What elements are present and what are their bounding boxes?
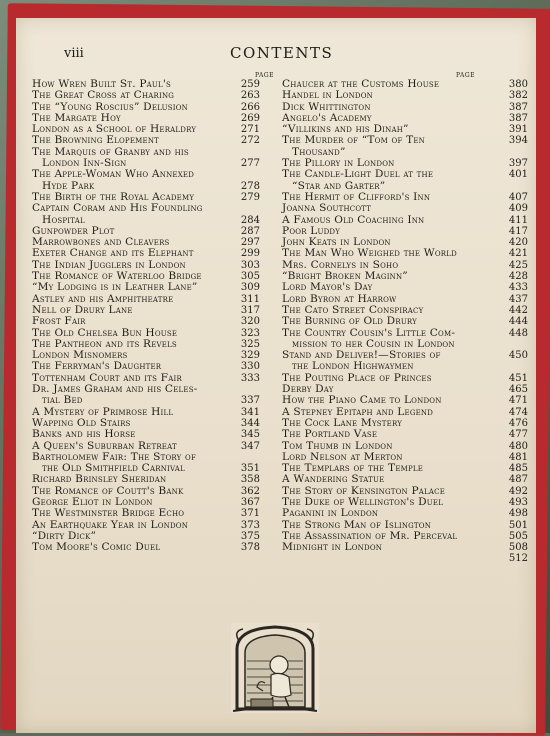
- entry-page-number: 421: [508, 248, 528, 260]
- contents-entry: [282, 315, 528, 328]
- entry-page-number: 269: [240, 112, 260, 124]
- entry-page-number: 284: [240, 214, 260, 226]
- entry-title: mission to her Cousin in London: [292, 337, 455, 350]
- entry-title: Mrs. Cornelys in Soho: [282, 258, 399, 271]
- contents-entry: [282, 168, 528, 181]
- entry-title: Richard Brinsley Sheridan: [32, 473, 167, 486]
- entry-page-number: 425: [508, 259, 528, 271]
- entry-page-number: 437: [508, 293, 528, 305]
- contents-entry: [32, 474, 260, 485]
- entry-title: The Hermit of Clifford's Inn: [282, 190, 431, 203]
- entry-page-number: 485: [508, 463, 528, 475]
- entry-page-number: 337: [240, 395, 260, 407]
- entry-page-number: 451: [508, 372, 528, 384]
- entry-title: Derby Day: [282, 383, 334, 396]
- entry-title: The Story of Kensington Palace: [282, 484, 445, 497]
- entry-title: London as a School of Heraldry: [32, 123, 197, 136]
- entry-page-number: 407: [508, 191, 528, 203]
- entry-page-number: 448: [508, 327, 528, 339]
- entry-page-number: 329: [240, 350, 260, 362]
- entry-page-number: 474: [508, 406, 528, 418]
- entry-title: Thousand”: [292, 145, 346, 158]
- contents-entry: [282, 507, 528, 520]
- entry-page-number: 371: [240, 508, 260, 520]
- entry-page-number: 287: [240, 225, 260, 237]
- entry-title: tial Bed: [42, 394, 83, 407]
- contents-entry: [32, 169, 260, 180]
- entry-page-number: 277: [240, 158, 260, 170]
- entry-title: The Birth of the Royal Academy: [32, 190, 195, 203]
- entry-page-number: 317: [240, 304, 260, 316]
- entry-title: Lord Byron at Harrow: [282, 292, 397, 305]
- entry-title: Exeter Change and its Elephant: [32, 247, 194, 260]
- entry-page-number: 382: [508, 90, 528, 102]
- entry-title: The Burning of Old Drury: [282, 315, 417, 328]
- entry-title: Hospital: [42, 213, 85, 226]
- entry-title: The Great Cross at Charing: [32, 89, 175, 102]
- entry-page-number: 493: [508, 496, 528, 508]
- entry-title: The Apple-Woman Who Annexed: [32, 168, 195, 181]
- contents-entry: [282, 428, 528, 441]
- entry-title: How Wren Built St. Paul's: [32, 78, 171, 90]
- entry-title: “Villikins and his Dinah”: [282, 123, 409, 136]
- entry-page-number: 508: [508, 542, 528, 554]
- entry-page-number: 345: [240, 429, 260, 441]
- entry-page-number: 471: [508, 395, 528, 407]
- entry-title: Lord Mayor's Day: [282, 281, 373, 294]
- contents-entry: [282, 541, 528, 554]
- entry-title: Tom Moore's Comic Duel: [32, 541, 161, 554]
- entry-page-number: 303: [240, 259, 260, 271]
- entry-page-number: 278: [240, 180, 260, 192]
- entry-title: The Pouting Place of Princes: [282, 371, 432, 384]
- entry-page-number: 465: [508, 384, 528, 396]
- entry-title: Banks and his Horse: [32, 428, 136, 441]
- contents-entry: [32, 542, 260, 553]
- entry-page-number: 272: [240, 135, 260, 147]
- entry-title: Captain Coram and His Foundling: [32, 202, 203, 215]
- entry-title: The Cato Street Conspiracy: [282, 303, 424, 316]
- entry-page-number: 378: [240, 542, 260, 554]
- entry-title: Midnight in London: [282, 541, 383, 554]
- entry-page-number: 512: [508, 553, 528, 565]
- entry-title: Marrowbones and Cleavers: [32, 236, 170, 249]
- entry-title: The Indian Jugglers in London: [32, 258, 186, 271]
- contents-list-right: [282, 78, 528, 565]
- entry-title: George Eliot in London: [32, 495, 153, 508]
- entry-title: The Assassination of Mr. Perceval: [282, 529, 458, 542]
- entry-title: “Dirty Dick”: [32, 529, 97, 542]
- entry-page-number: 325: [240, 338, 260, 350]
- entry-page-number: 505: [508, 530, 528, 542]
- entry-title: The Duke of Wellington's Duel: [282, 495, 444, 508]
- entry-title: the Old Smithfield Carnival: [42, 462, 185, 475]
- entry-title: The Cock Lane Mystery: [282, 416, 403, 429]
- entry-title: An Earthquake Year in London: [32, 518, 189, 531]
- entry-title: Paganini in London: [282, 507, 379, 520]
- entry-title: The Old Chelsea Bun House: [32, 326, 178, 339]
- entry-title: the London Highwaymen: [292, 360, 414, 373]
- entry-page-number: 271: [240, 124, 260, 136]
- entry-page-number: 444: [508, 316, 528, 328]
- contents-entry: [282, 89, 528, 102]
- tailpiece-engraving: [229, 621, 321, 715]
- entry-page-number: 433: [508, 282, 528, 294]
- entry-page-number: 375: [240, 530, 260, 542]
- contents-list-left: [32, 79, 260, 553]
- entry-title: The Margate Hoy: [32, 111, 121, 124]
- cherub-engraving-icon: [229, 621, 321, 715]
- entry-title: A Wandering Statue: [282, 473, 385, 486]
- entry-page-number: 477: [508, 429, 528, 441]
- entry-title: Astley and his Amphitheatre: [32, 292, 174, 305]
- book-page: [16, 18, 536, 733]
- entry-page-number: 330: [240, 361, 260, 373]
- entry-page-number: 367: [240, 496, 260, 508]
- entry-page-number: 347: [240, 440, 260, 452]
- entry-title: The Strong Man of Islington: [282, 518, 432, 531]
- entry-title: Chaucer at the Customs House: [282, 78, 440, 90]
- entry-page-number: 362: [240, 485, 260, 497]
- entry-title: The Browning Elopement: [32, 134, 160, 147]
- entry-title: Wapping Old Stairs: [32, 416, 131, 429]
- entry-title: “Star and Garter”: [292, 179, 386, 192]
- entry-title: Lord Nelson at Merton: [282, 450, 403, 463]
- entry-title: Stand and Deliver!—Stories of: [282, 349, 441, 362]
- entry-title: Gunpowder Plot: [32, 224, 115, 237]
- page-column-label: PAGE: [456, 72, 475, 79]
- entry-page-number: 305: [240, 271, 260, 283]
- entry-page-number: 311: [240, 293, 260, 305]
- entry-title: The Country Cousin's Little Com-: [282, 326, 456, 339]
- entry-title: The Portland Vase: [282, 428, 378, 441]
- entry-title: The Westminster Bridge Echo: [32, 507, 185, 520]
- contents-entry: [282, 553, 528, 565]
- entry-title: A Famous Old Coaching Inn: [282, 213, 425, 226]
- entry-page-number: 266: [240, 101, 260, 113]
- entry-page-number: 417: [508, 225, 528, 237]
- entry-page-number: 358: [240, 474, 260, 486]
- entry-title: The Ferryman's Daughter: [32, 360, 162, 373]
- entry-page-number: 394: [508, 135, 528, 147]
- entry-title: A Stepney Epitaph and Legend: [282, 405, 434, 418]
- contents-entry: [32, 508, 260, 519]
- entry-page-number: 323: [240, 327, 260, 339]
- entry-title: Dick Whittington: [282, 100, 371, 113]
- entry-title: Joanna Southcott: [282, 202, 372, 215]
- contents-entry: [32, 395, 260, 406]
- entry-page-number: 391: [508, 124, 528, 136]
- entry-page-number: 409: [508, 203, 528, 215]
- contents-entry: [32, 90, 260, 101]
- entry-title: Frost Fair: [32, 315, 86, 328]
- page-column-label: PAGE: [255, 72, 274, 79]
- entry-title: The Templars of the Temple: [282, 462, 424, 475]
- entry-title: Tom Thumb in London: [282, 439, 393, 452]
- contents-entry: [32, 429, 260, 440]
- entry-title: The “Young Roscius” Delusion: [32, 100, 188, 113]
- entry-page-number: 476: [508, 417, 528, 429]
- contents-entry: [282, 202, 528, 215]
- entry-page-number: 481: [508, 451, 528, 463]
- entry-page-number: 259: [240, 79, 260, 90]
- entry-title: Nell of Drury Lane: [32, 303, 133, 316]
- entry-title: John Keats in London: [282, 236, 391, 249]
- entry-page-number: 373: [240, 519, 260, 531]
- entry-page-number: 492: [508, 485, 528, 497]
- entry-title: The Pillory in London: [282, 157, 395, 170]
- entry-title: Handel in London: [282, 89, 373, 102]
- entry-page-number: 442: [508, 304, 528, 316]
- entry-page-number: 297: [240, 237, 260, 249]
- entry-title: How the Piano Came to London: [282, 394, 442, 407]
- entry-page-number: 411: [508, 214, 528, 226]
- entry-page-number: 344: [240, 417, 260, 429]
- entry-title: Bartholomew Fair: The Story of: [32, 450, 197, 463]
- contents-entry: [32, 282, 260, 293]
- entry-title: London Misnomers: [32, 349, 128, 362]
- entry-page-number: 387: [508, 101, 528, 113]
- entry-title: A Queen's Suburban Retreat: [32, 439, 177, 452]
- entry-page-number: 351: [240, 463, 260, 475]
- entry-title: Hyde Park: [42, 179, 95, 192]
- entry-page-number: 450: [508, 350, 528, 362]
- contents-entry: [282, 394, 528, 407]
- entry-title: Tottenham Court and its Fair: [32, 371, 182, 384]
- entry-page-number: 480: [508, 440, 528, 452]
- entry-page-number: 428: [508, 271, 528, 283]
- entry-title: “My Lodging is in Leather Lane”: [32, 281, 198, 294]
- entry-title: A Mystery of Primrose Hill: [32, 405, 174, 418]
- entry-title: The Man Who Weighed the World: [282, 247, 457, 260]
- entry-page-number: 501: [508, 519, 528, 531]
- entry-page-number: 320: [240, 316, 260, 328]
- entry-title: “Bright Broken Maginn”: [282, 270, 408, 283]
- contents-entry: [282, 281, 528, 294]
- entry-title: London Inn-Sign: [42, 157, 127, 170]
- entry-page-number: 420: [508, 237, 528, 249]
- entry-title: Poor Luddy: [282, 224, 341, 237]
- entry-title: The Pantheon and its Revels: [32, 337, 177, 350]
- entry-title: The Romance of Waterloo Bridge: [32, 270, 202, 283]
- entry-page-number: 498: [508, 508, 528, 520]
- entry-title: The Candle-Light Duel at the: [282, 168, 434, 181]
- entry-page-number: 341: [240, 406, 260, 418]
- entry-title: Dr. James Graham and his Celes-: [32, 383, 198, 396]
- page-title: CONTENTS: [230, 44, 334, 62]
- entry-page-number: 279: [240, 191, 260, 203]
- entry-title: The Murder of “Tom of Ten: [282, 134, 426, 147]
- entry-page-number: 487: [508, 474, 528, 486]
- entry-page-number: 333: [240, 372, 260, 384]
- entry-page-number: 401: [508, 169, 528, 181]
- entry-title: The Marquis of Granby and his: [32, 145, 189, 158]
- entry-page-number: 309: [240, 282, 260, 294]
- entry-page-number: 397: [508, 158, 528, 170]
- entry-page-number: 299: [240, 248, 260, 260]
- entry-page-number: 387: [508, 112, 528, 124]
- entry-title: Angelo's Academy: [282, 111, 372, 124]
- contents-entry: [32, 316, 260, 327]
- page-header: [16, 44, 536, 68]
- page-number: viii: [64, 46, 84, 61]
- entry-page-number: 380: [508, 79, 528, 90]
- entry-title: The Romance of Coutt's Bank: [32, 484, 184, 497]
- contents-entry: [282, 473, 528, 486]
- contents-entry: [32, 203, 260, 214]
- entry-page-number: 263: [240, 90, 260, 102]
